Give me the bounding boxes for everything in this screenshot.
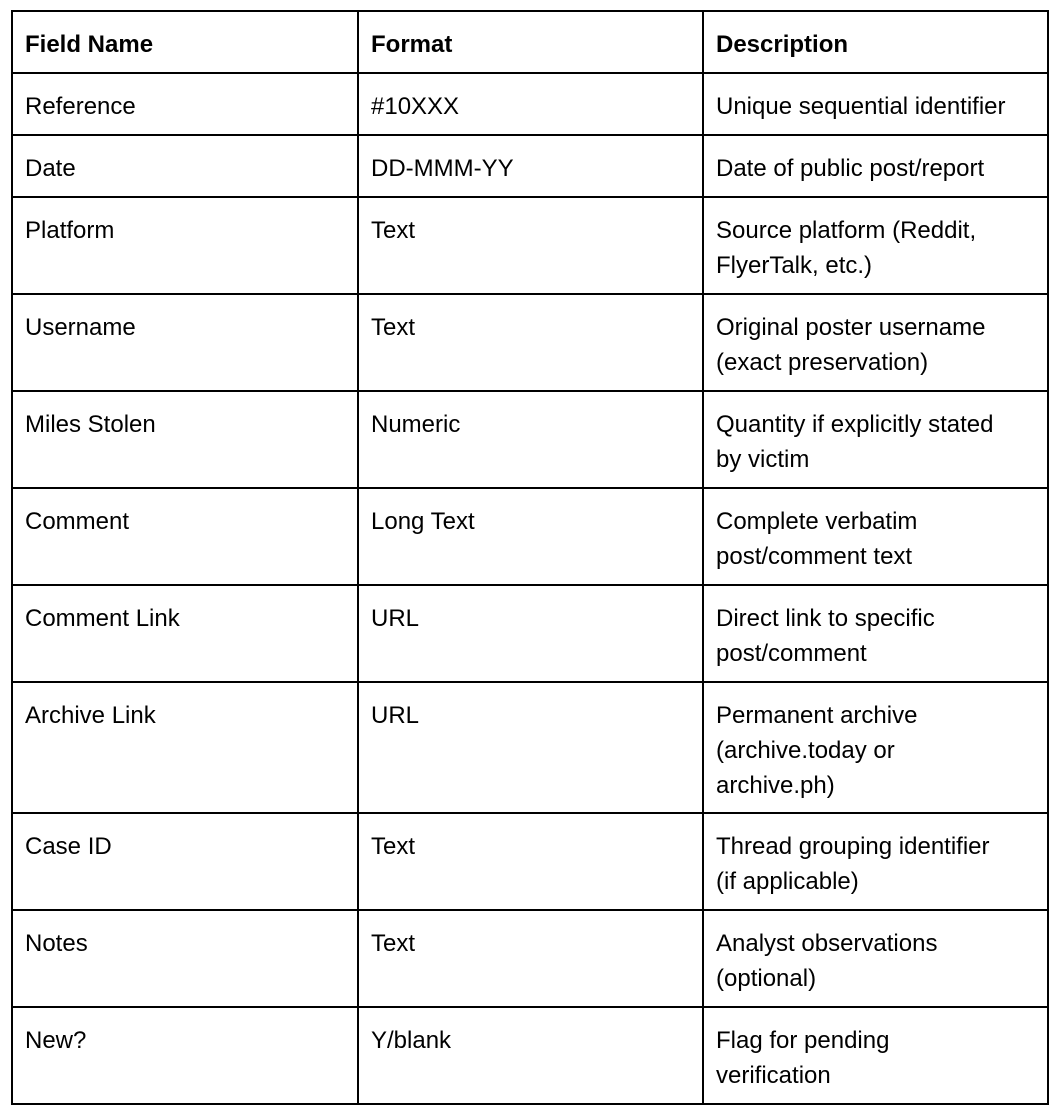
description-line: Unique sequential identifier	[716, 93, 1006, 120]
description-line: Complete verbatim	[716, 508, 918, 535]
description-line: Direct link to specific	[716, 605, 935, 632]
table-row	[12, 813, 1048, 910]
description-cell	[703, 294, 1048, 391]
format-cell: Numeric	[358, 391, 703, 488]
field-name-cell: New?	[12, 1007, 358, 1104]
description-cell	[703, 391, 1048, 488]
header-row	[12, 11, 1048, 73]
format-cell: Text	[358, 813, 703, 910]
table-row	[12, 197, 1048, 294]
field-name-cell: Case ID	[12, 813, 358, 910]
field-name-cell: Username	[12, 294, 358, 391]
field-name-cell: Archive Link	[12, 682, 358, 813]
description-cell	[703, 488, 1048, 585]
description-line: (optional)	[716, 965, 817, 992]
field-name-cell: Comment	[12, 488, 358, 585]
field-name-cell: Comment Link	[12, 585, 358, 682]
format-cell: Text	[358, 910, 703, 1007]
description-cell	[703, 910, 1048, 1007]
description-line: post/comment text	[716, 543, 913, 570]
description-line: Quantity if explicitly stated	[716, 411, 994, 438]
description-line: verification	[716, 1062, 831, 1089]
format-cell: URL	[358, 682, 703, 813]
field-name-cell: Platform	[12, 197, 358, 294]
format-cell: Long Text	[358, 488, 703, 585]
field-name-cell: Date	[12, 135, 358, 197]
description-line: (archive.today or	[716, 737, 895, 764]
description-line: Flag for pending	[716, 1027, 890, 1054]
description-line: (exact preservation)	[716, 349, 929, 376]
table-row	[12, 910, 1048, 1007]
description-cell	[703, 813, 1048, 910]
table-row	[12, 585, 1048, 682]
description-line: post/comment	[716, 640, 867, 667]
field-name-cell: Notes	[12, 910, 358, 1007]
format-cell: Y/blank	[358, 1007, 703, 1104]
header-format: Format	[358, 11, 703, 73]
description-cell	[703, 135, 1048, 197]
header-field-name: Field Name	[12, 11, 358, 73]
table-row	[12, 294, 1048, 391]
header-description: Description	[703, 11, 1048, 73]
table-row	[12, 73, 1048, 135]
description-line: Analyst observations	[716, 930, 938, 957]
description-line: Permanent archive	[716, 702, 918, 729]
description-cell	[703, 73, 1048, 135]
description-cell	[703, 585, 1048, 682]
format-cell: DD-MMM-YY	[358, 135, 703, 197]
description-line: Original poster username	[716, 314, 986, 341]
description-cell	[703, 682, 1048, 813]
description-line: Source platform (Reddit,	[716, 217, 977, 244]
format-cell: #10XXX	[358, 73, 703, 135]
field-definitions-table	[11, 10, 1049, 1105]
description-line: Thread grouping identifier	[716, 833, 990, 860]
description-line: archive.ph)	[716, 772, 835, 799]
format-cell: Text	[358, 197, 703, 294]
format-cell: Text	[358, 294, 703, 391]
table-row	[12, 135, 1048, 197]
table-row	[12, 1007, 1048, 1104]
format-cell: URL	[358, 585, 703, 682]
description-line: (if applicable)	[716, 868, 859, 895]
table-row	[12, 488, 1048, 585]
field-name-cell: Reference	[12, 73, 358, 135]
table-row	[12, 391, 1048, 488]
description-cell	[703, 1007, 1048, 1104]
field-name-cell: Miles Stolen	[12, 391, 358, 488]
description-line: FlyerTalk, etc.)	[716, 252, 873, 279]
description-line: Date of public post/report	[716, 155, 985, 182]
description-line: by victim	[716, 446, 810, 473]
table-row	[12, 682, 1048, 813]
description-cell	[703, 197, 1048, 294]
